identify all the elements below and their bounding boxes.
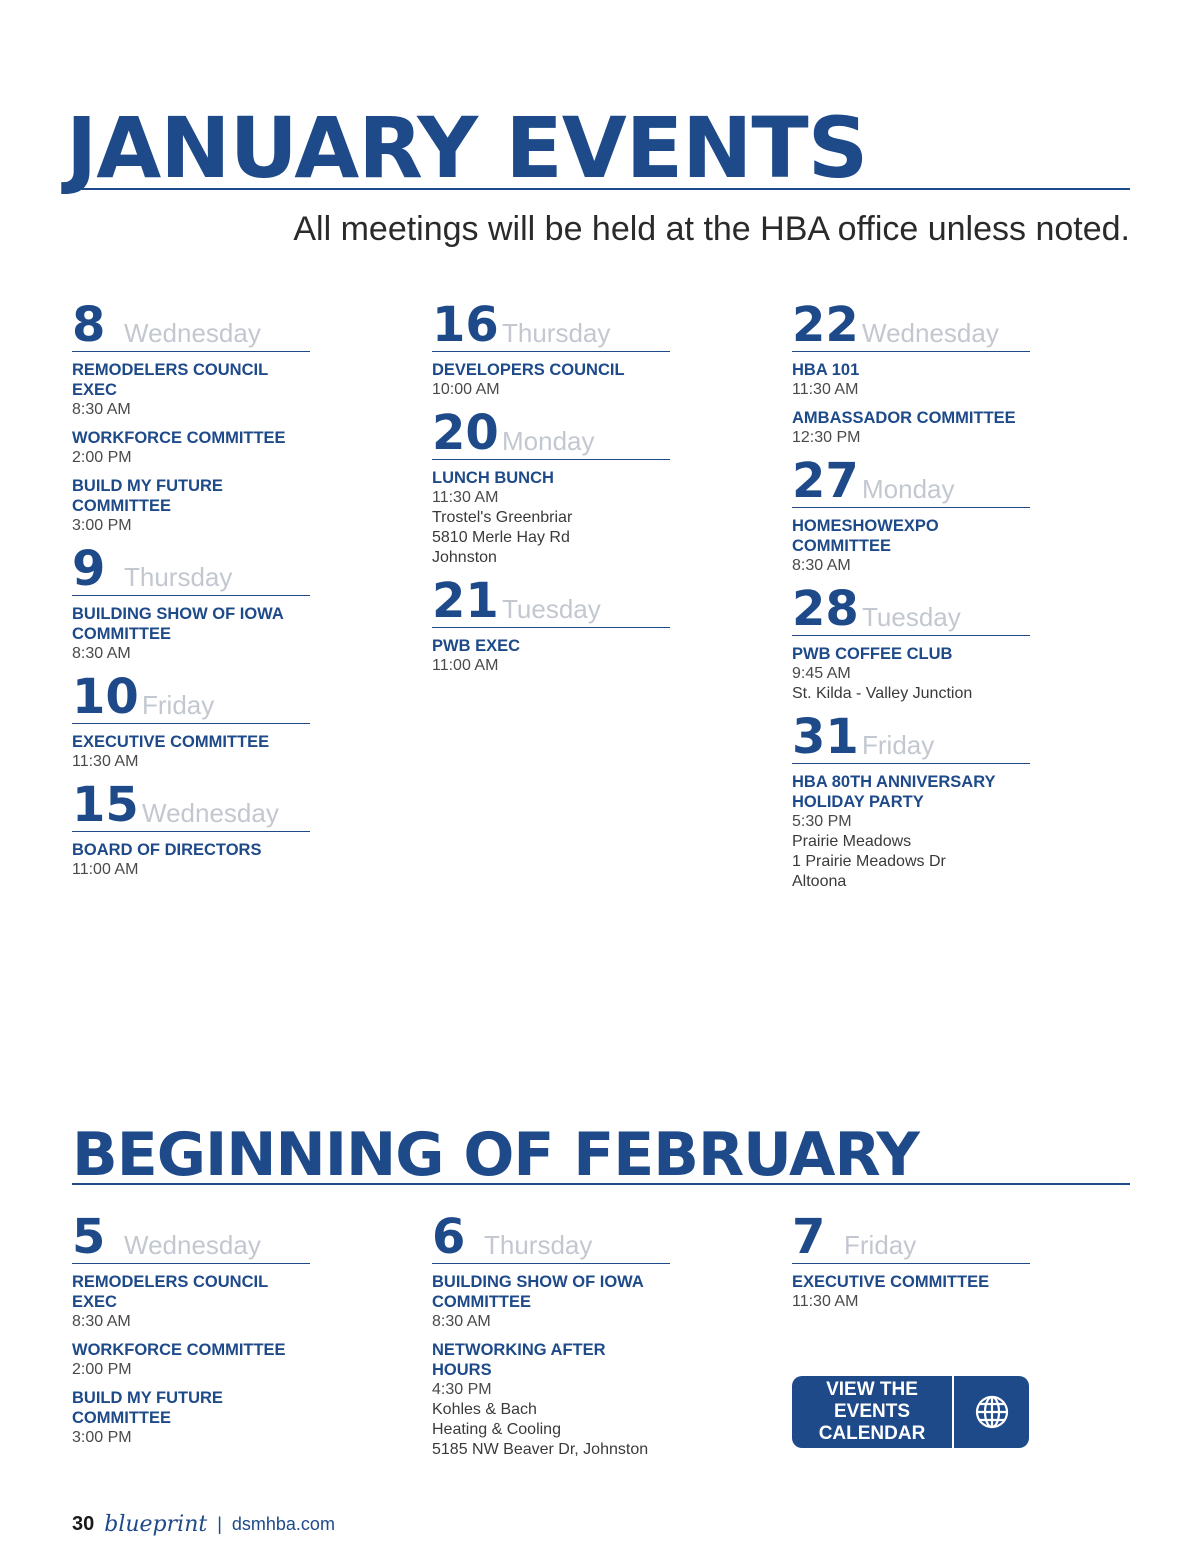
event-location-line: St. Kilda - Valley Junction — [792, 685, 973, 702]
day-name: Tuesday — [862, 602, 961, 632]
event-time: 11:30 AM — [792, 1293, 859, 1310]
event-title: REMODELERS COUNCIL EXEC — [72, 361, 268, 399]
event-time: 11:00 AM — [432, 657, 499, 674]
day-number: 9 — [72, 541, 106, 597]
event-title: BUILDING SHOW OF IOWA COMMITTEE — [432, 1273, 644, 1311]
event-time: 3:00 PM — [72, 1429, 132, 1446]
event-title: LUNCH BUNCH — [432, 469, 554, 487]
day-block — [432, 405, 670, 568]
event-location-line: Trostel's Greenbriar — [432, 509, 573, 526]
page-subtitle: All meetings will be held at the HBA office unless noted. — [293, 210, 1130, 248]
view-events-calendar-button[interactable] — [792, 1376, 1029, 1448]
day-number: 16 — [432, 297, 499, 353]
day-name: Friday — [862, 730, 935, 760]
event-title: PWB EXEC — [432, 637, 521, 655]
event-time: 11:00 AM — [72, 861, 139, 878]
day-number: 5 — [72, 1209, 106, 1265]
day-header — [432, 1209, 670, 1265]
day-header — [792, 709, 1030, 765]
january-column-1 — [72, 297, 310, 888]
day-block — [792, 297, 1030, 448]
event-title: BOARD OF DIRECTORS — [72, 841, 262, 859]
brand-logo: blueprint — [104, 1512, 208, 1537]
event-location-line: 5185 NW Beaver Dr, Johnston — [432, 1441, 649, 1458]
event-time: 11:30 AM — [432, 489, 499, 506]
event-item — [72, 732, 310, 772]
day-block — [792, 581, 1030, 704]
event-time: 2:00 PM — [72, 1361, 132, 1378]
february-column-3 — [792, 1209, 1030, 1320]
day-name: Wednesday — [142, 798, 279, 828]
event-item — [432, 1272, 670, 1332]
day-header — [792, 581, 1030, 637]
event-item — [432, 1340, 670, 1460]
event-time: 8:30 AM — [72, 645, 131, 662]
event-item — [72, 1340, 310, 1380]
event-time: 2:00 PM — [72, 449, 132, 466]
event-item — [792, 1272, 1030, 1312]
event-item — [72, 604, 310, 664]
day-block — [72, 1209, 310, 1448]
event-time: 3:00 PM — [72, 517, 132, 534]
event-title: BUILD MY FUTURE COMMITTEE — [72, 1389, 223, 1427]
february-column-1 — [72, 1209, 310, 1456]
day-number: 6 — [432, 1209, 466, 1265]
day-header — [72, 777, 310, 833]
day-header — [792, 453, 1030, 509]
day-block — [72, 669, 310, 772]
event-item — [792, 360, 1030, 400]
event-time: 8:30 AM — [72, 401, 131, 418]
page-number: 30 — [72, 1513, 95, 1535]
event-item — [432, 468, 670, 568]
event-item — [792, 516, 1030, 576]
day-number: 20 — [432, 405, 499, 461]
january-column-2 — [432, 297, 670, 684]
february-title: BEGINNING OF FEBRUARY — [72, 1120, 919, 1190]
day-name: Thursday — [484, 1230, 593, 1260]
website-link[interactable]: dsmhba.com — [231, 1514, 335, 1534]
day-name: Tuesday — [502, 594, 601, 624]
event-item — [72, 1272, 310, 1332]
event-item — [432, 360, 670, 400]
event-location-line: Prairie Meadows — [792, 833, 912, 850]
cta-label — [792, 1376, 954, 1448]
event-item — [72, 428, 310, 468]
event-title: AMBASSADOR COMMITTEE — [792, 409, 1016, 427]
day-number: 15 — [72, 777, 139, 833]
day-header — [72, 297, 310, 353]
day-header — [792, 297, 1030, 353]
event-item — [792, 644, 1030, 704]
event-location-line: Altoona — [792, 873, 847, 890]
day-number: 27 — [792, 453, 859, 509]
event-item — [792, 408, 1030, 448]
event-time: 11:30 AM — [792, 381, 859, 398]
day-block — [432, 1209, 670, 1460]
footer — [72, 1512, 335, 1537]
day-number: 22 — [792, 297, 859, 353]
day-block — [432, 297, 670, 400]
day-name: Monday — [862, 474, 955, 504]
day-block — [792, 453, 1030, 576]
event-title: PWB COFFEE CLUB — [792, 645, 953, 663]
day-block — [72, 297, 310, 536]
event-time: 4:30 PM — [432, 1381, 492, 1398]
event-item — [72, 1388, 310, 1448]
cta-line-1: VIEW THE EVENTS — [826, 1379, 918, 1422]
day-block — [432, 573, 670, 676]
day-number: 7 — [792, 1209, 826, 1265]
event-title: BUILDING SHOW OF IOWA COMMITTEE — [72, 605, 284, 643]
event-time: 8:30 AM — [792, 557, 851, 574]
event-title: HBA 101 — [792, 361, 860, 379]
event-location-line: 1 Prairie Meadows Dr — [792, 853, 946, 870]
day-header — [72, 669, 310, 725]
day-number: 31 — [792, 709, 859, 765]
day-block — [792, 1209, 1030, 1312]
event-title: REMODELERS COUNCIL EXEC — [72, 1273, 268, 1311]
event-title: WORKFORCE COMMITTEE — [72, 1341, 286, 1359]
event-title: DEVELOPERS COUNCIL — [432, 361, 625, 379]
january-column-3 — [792, 297, 1030, 900]
event-title: BUILD MY FUTURE COMMITTEE — [72, 477, 223, 515]
event-item — [72, 840, 310, 880]
day-name: Friday — [844, 1230, 917, 1260]
event-title: HBA 80TH ANNIVERSARY HOLIDAY PARTY — [792, 773, 996, 811]
event-title: WORKFORCE COMMITTEE — [72, 429, 286, 447]
day-name: Monday — [502, 426, 595, 456]
day-name: Wednesday — [124, 318, 261, 348]
event-time: 9:45 AM — [792, 665, 851, 682]
february-heading — [72, 1120, 1130, 1190]
day-number: 28 — [792, 581, 859, 637]
day-number: 10 — [72, 669, 139, 725]
event-time: 8:30 AM — [432, 1313, 491, 1330]
day-name: Wednesday — [124, 1230, 261, 1260]
january-heading — [66, 99, 1130, 197]
day-header — [72, 1209, 310, 1265]
day-header — [72, 541, 310, 597]
day-header — [432, 573, 670, 629]
page-title: JANUARY EVENTS — [66, 99, 868, 197]
event-location-line: 5810 Merle Hay Rd — [432, 529, 570, 546]
event-title: EXECUTIVE COMMITTEE — [72, 733, 270, 751]
day-block — [72, 541, 310, 664]
event-item — [792, 772, 1030, 892]
day-name: Thursday — [502, 318, 611, 348]
day-name: Thursday — [124, 562, 233, 592]
event-location-line: Johnston — [432, 549, 497, 566]
day-number: 8 — [72, 297, 106, 353]
event-item — [72, 476, 310, 536]
event-item — [72, 360, 310, 420]
event-location-line: Heating & Cooling — [432, 1421, 561, 1438]
day-block — [792, 709, 1030, 892]
footer-separator: | — [217, 1514, 222, 1534]
event-time: 10:00 AM — [432, 381, 500, 398]
event-item — [432, 636, 670, 676]
event-time: 11:30 AM — [72, 753, 139, 770]
event-time: 12:30 PM — [792, 429, 861, 446]
day-header — [432, 297, 670, 353]
day-name: Friday — [142, 690, 215, 720]
day-block — [72, 777, 310, 880]
day-number: 21 — [432, 573, 499, 629]
globe-icon — [954, 1376, 1029, 1448]
february-column-2 — [432, 1209, 670, 1468]
event-title: HOMESHOWEXPO COMMITTEE — [792, 517, 939, 555]
day-name: Wednesday — [862, 318, 999, 348]
event-title: EXECUTIVE COMMITTEE — [792, 1273, 990, 1291]
day-header — [792, 1209, 1030, 1265]
event-location-line: Kohles & Bach — [432, 1401, 537, 1418]
cta-line-2: CALENDAR — [818, 1423, 926, 1444]
event-time: 8:30 AM — [72, 1313, 131, 1330]
event-title: NETWORKING AFTER HOURS — [432, 1341, 606, 1379]
event-time: 5:30 PM — [792, 813, 852, 830]
day-header — [432, 405, 670, 461]
